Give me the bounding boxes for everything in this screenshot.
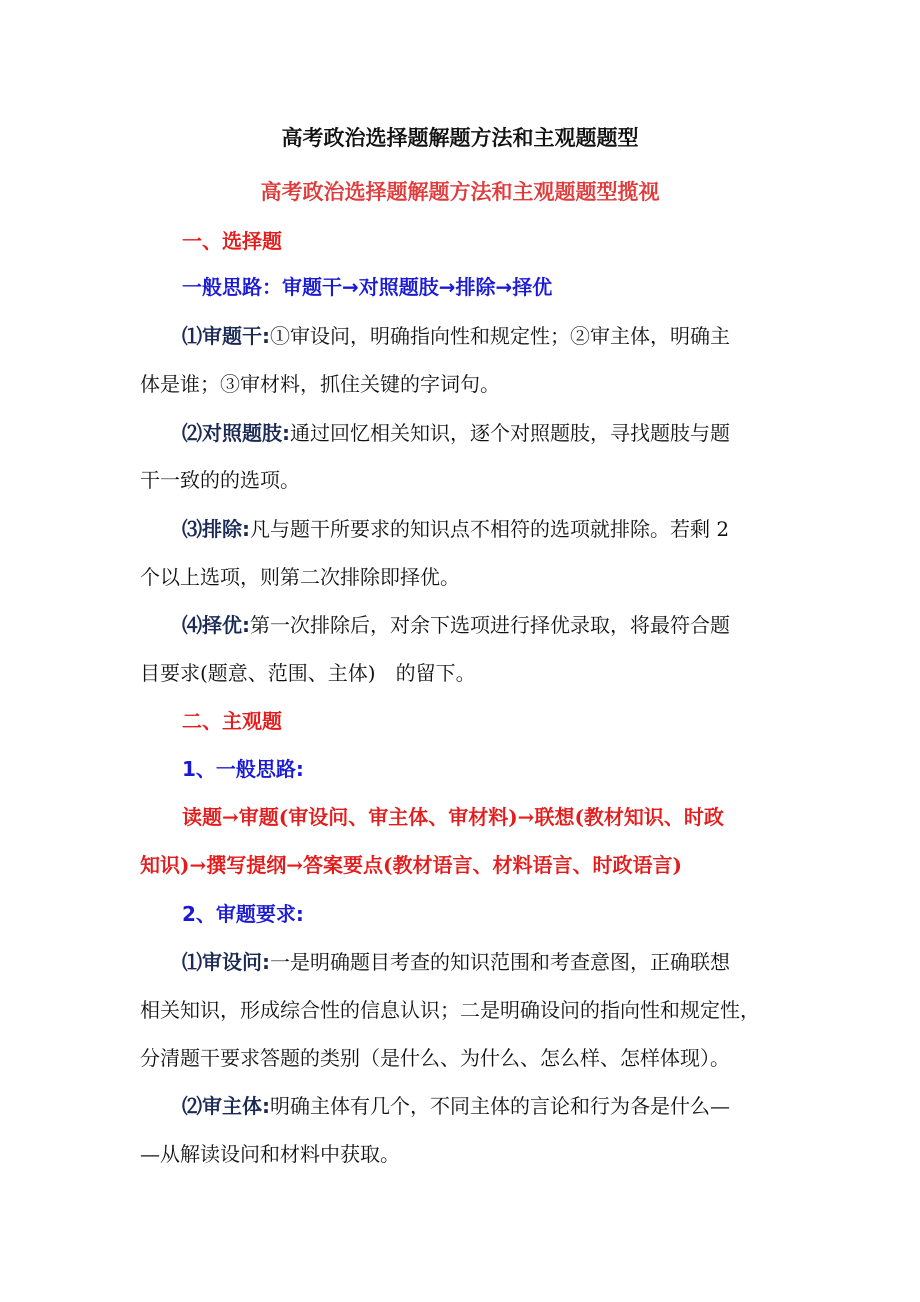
section-heading-subjective: 二、主观题: [182, 709, 282, 733]
choice-item-3-cont: 个以上选项，则第二次排除即择优。: [140, 565, 460, 589]
subjective-flow-line-1: 读题→审题(审设问、审主体、审材料)→联想(教材知识、时政: [182, 805, 724, 829]
choice-item-4: [182, 610, 832, 640]
item-label: ⑷择优:: [182, 613, 250, 637]
review-item-2-cont: —从解读设问和材料中获取。: [140, 1142, 400, 1166]
item-label: ⑵审主体:: [182, 1094, 270, 1118]
choice-item-2: [182, 418, 832, 448]
item-text: ①审设问，明确指向性和规定性；②审主体，明确主: [270, 324, 730, 348]
item-label: ⑵对照题肢:: [182, 421, 290, 445]
choice-approach: 一般思路：审题干→对照题肢→排除→择优: [182, 275, 553, 299]
choice-item-2-cont: 干一致的的选项。: [140, 468, 300, 492]
review-item-1-cont-a: 相关知识，形成综合性的信息认识；二是明确设问的指向性和规定性，: [140, 998, 760, 1022]
choice-item-1-cont: 体是谁；③审材料，抓住关键的字词句。: [140, 372, 500, 396]
subjective-approach-heading: 1、一般思路:: [182, 757, 304, 781]
review-item-1-cont-b: 分清题干要求答题的类别（是什么、为什么、怎么样、怎样体现）。: [140, 1046, 730, 1070]
review-item-1: [182, 947, 832, 977]
choice-item-1: [182, 321, 832, 351]
choice-item-3: [182, 514, 832, 544]
item-label: ⑶排除:: [182, 517, 250, 541]
review-item-2: [182, 1091, 832, 1121]
item-text: 第一次排除后，对余下选项进行择优录取，将最符合题: [250, 613, 730, 637]
item-label: ⑴审题干:: [182, 324, 270, 348]
subjective-flow-line-2: 知识)→撰写提纲→答案要点(教材语言、材料语言、时政语言): [140, 853, 682, 877]
document-title: 高考政治选择题解题方法和主观题题型: [281, 126, 639, 150]
item-text: 明确主体有几个，不同主体的言论和行为各是什么—: [270, 1094, 730, 1118]
choice-item-4-cont: 目要求(题意、范围、主体) 的留下。: [140, 661, 476, 685]
item-text: 凡与题干所要求的知识点不相符的选项就排除。若剩 2: [250, 517, 730, 541]
item-label: ⑴审设问:: [182, 950, 270, 974]
review-requirements-heading: 2、审题要求:: [182, 902, 304, 926]
section-heading-choice: 一、选择题: [182, 229, 282, 253]
document-subtitle: 高考政治选择题解题方法和主观题题型揽视: [260, 180, 660, 204]
item-text: 通过回忆相关知识，逐个对照题肢，寻找题肢与题: [290, 421, 730, 445]
item-text: 一是明确题目考查的知识范围和考查意图，正确联想: [270, 950, 730, 974]
